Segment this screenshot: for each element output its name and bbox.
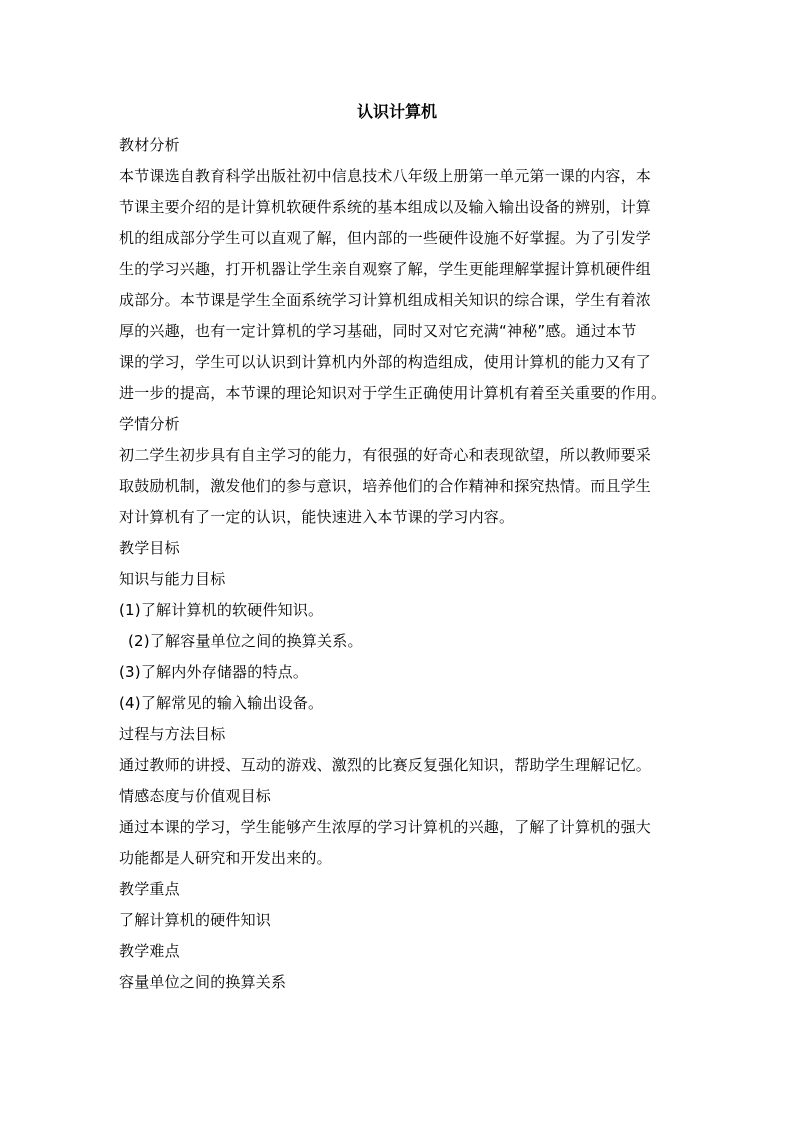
- paragraph-line: 进一步的提高，本节课的理论知识对于学生正确使用计算机有着至关重要的作用。: [119, 384, 667, 402]
- paragraph-line: 通过本课的学习，学生能够产生浓厚的学习计算机的兴趣，了解了计算机的强大: [119, 818, 652, 836]
- list-item: (4)了解常见的输入输出设备。: [119, 694, 324, 712]
- section-heading-difficult: 教学难点: [119, 942, 180, 960]
- section-heading-students: 学情分析: [119, 415, 180, 433]
- paragraph-line: 节课主要介绍的是计算机软硬件系统的基本组成以及输入输出设备的辨别，计算: [119, 198, 652, 216]
- paragraph-line: 厚的兴趣，也有一定计算机的学习基础，同时又对它充满“神秘”感。通过本节: [119, 322, 637, 340]
- list-item: (2)了解容量单位之间的换算关系。: [128, 632, 363, 650]
- subheading-knowledge: 知识与能力目标: [119, 570, 226, 588]
- list-item: (3)了解内外存储器的特点。: [119, 663, 309, 681]
- list-item: (1)了解计算机的软硬件知识。: [119, 601, 324, 619]
- paragraph-line: 了解计算机的硬件知识: [119, 911, 272, 929]
- paragraph-line: 对计算机有了一定的认识，能快速进入本节课的学习内容。: [119, 508, 515, 526]
- paragraph-line: 本节课选自教育科学出版社初中信息技术八年级上册第一单元第一课的内容，本: [119, 167, 652, 185]
- paragraph-line: 容量单位之间的换算关系: [119, 973, 287, 991]
- section-heading-analysis: 教材分析: [119, 136, 180, 154]
- paragraph-line: 取鼓励机制，激发他们的参与意识，培养他们的合作精神和探究热情。而且学生: [119, 477, 652, 495]
- subheading-process: 过程与方法目标: [119, 725, 226, 743]
- section-heading-goals: 教学目标: [119, 539, 180, 557]
- document-body: [119, 130, 685, 998]
- paragraph-line: 初二学生初步具有自主学习的能力，有很强的好奇心和表现欲望，所以教师要采: [119, 446, 652, 464]
- paragraph-line: 成部分。本节课是学生全面系统学习计算机组成相关知识的综合课，学生有着浓: [119, 291, 652, 309]
- paragraph-line: 课的学习，学生可以认识到计算机内外部的构造组成，使用计算机的能力又有了: [119, 353, 652, 371]
- paragraph-line: 功能都是人研究和开发出来的。: [119, 849, 332, 867]
- section-heading-key: 教学重点: [119, 880, 180, 898]
- paragraph-line: 通过教师的讲授、互动的游戏、激烈的比赛反复强化知识，帮助学生理解记忆。: [119, 756, 652, 774]
- paragraph-line: 机的组成部分学生可以直观了解，但内部的一些硬件设施不好掌握。为了引发学: [119, 229, 652, 247]
- document-title: 认识计算机: [356, 102, 437, 121]
- paragraph-line: 生的学习兴趣，打开机器让学生亲自观察了解，学生更能理解掌握计算机硬件组: [119, 260, 652, 278]
- subheading-emotion: 情感态度与价值观目标: [119, 787, 272, 805]
